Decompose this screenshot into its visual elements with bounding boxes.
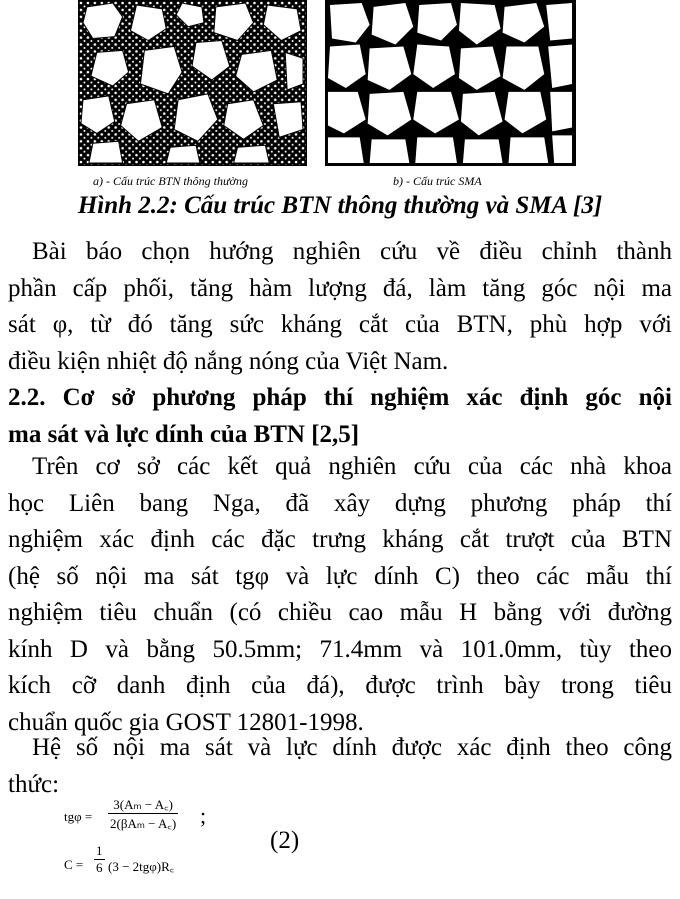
paragraph-line: thức:: [8, 770, 60, 798]
equation-number: (2): [270, 827, 300, 854]
paragraph-research-direction: [8, 234, 672, 380]
paragraph-line: nghiệm tiêu chuẩn (có chiều cao mẫu H bằng với đường: [8, 599, 672, 626]
paragraph-line: Trên cơ sở các kết quả nghiên cứu của các nhà khoa: [32, 453, 672, 480]
formula-rhs-c: (3 − 2tgφ)R꜀: [108, 859, 175, 874]
paragraph-method: [8, 449, 672, 741]
heading-line: 2.2. Cơ sở phương pháp thí nghiệm xác định góc nội: [8, 384, 672, 411]
paragraph-line: kính D và bằng 50.5mm; 71.4mm và 101.0mm, tùy theo: [8, 635, 672, 663]
formula-fraction-tg: [108, 795, 178, 832]
formula-numerator: 3(Aₘ − A꜀): [113, 797, 173, 812]
formula-denominator: 2(βAₘ − A꜀): [108, 813, 178, 832]
paragraph-line: phần cấp phối, tăng hàm lượng đá, làm tăng góc nội ma: [8, 274, 672, 302]
figure-subcaption-a: a) - Cấu trúc BTN thông thường: [93, 174, 248, 188]
section-heading: [8, 380, 672, 453]
paragraph-line: học Liên bang Nga, đã xây dựng phương pháp thí: [8, 489, 672, 517]
figure-panel-conventional-btn: [78, 0, 307, 166]
paragraph-line: điều kiện nhiệt độ nắng nóng của Việt Nam.: [8, 347, 449, 375]
paragraph-line: Bài báo chọn hướng nghiên cứu về điều chỉnh thành: [32, 238, 672, 265]
formula-separator: ;: [200, 803, 207, 828]
paragraph-line: Hệ số nội ma sát và lực dính được xác định theo công: [32, 734, 672, 761]
figure-subcaption-b: b) - Cấu trúc SMA: [393, 174, 482, 188]
figure-2-2: [78, 0, 588, 172]
paragraph-line: chuẩn quốc gia GOST 12801-1998.: [8, 708, 364, 736]
figure-caption: Hình 2.2: Cấu trúc BTN thông thường và SMA [3]: [77, 192, 603, 219]
sma-structure-image: [326, 1, 575, 165]
paragraph-line: kích cỡ danh định của đá), được trình bày trong tiêu: [8, 672, 672, 699]
paragraph-line: (hệ số nội ma sát tgφ và lực dính C) theo các mẫu thí: [8, 562, 672, 590]
figure-panel-sma: [325, 0, 576, 166]
paragraph-formula-intro: [8, 730, 672, 803]
heading-line: ma sát và lực dính của BTN [2,5]: [8, 420, 360, 448]
formula-2: [64, 795, 284, 885]
formula-numerator: 1: [96, 843, 103, 858]
formula-denominator: 6: [96, 860, 103, 875]
formula-lhs-tg: tgφ =: [64, 809, 93, 824]
paragraph-line: nghiệm xác định các đặc trưng kháng cắt trượt của BTN: [8, 526, 672, 553]
formula-fraction-c: [94, 843, 105, 876]
formula-lhs-c: C =: [64, 857, 84, 872]
paragraph-line: sát φ, từ đó tăng sức kháng cắt của BTN, phù hợp với: [8, 311, 672, 338]
conventional-structure-image: [79, 1, 306, 165]
